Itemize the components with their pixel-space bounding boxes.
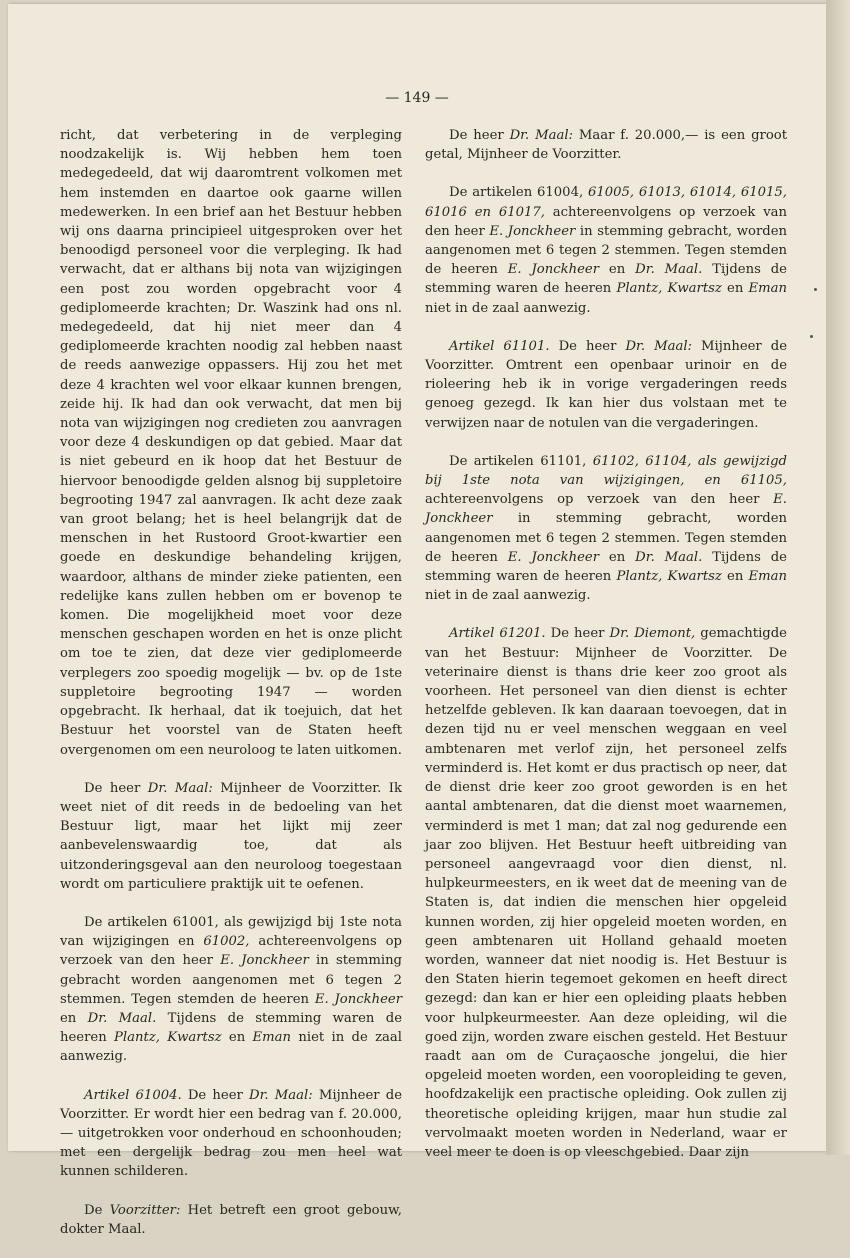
italic-text: Eman [748, 569, 787, 585]
page-edge [826, 0, 850, 1155]
paragraph [425, 624, 787, 1162]
italic-text: Dr. Maal. [635, 549, 703, 565]
text-segment: richt, dat verbetering in de verpleging noodzakelijk is. Wij hebben hem toen medegedeeld, dat wij daaromtrent volkomen met hem instemden en daartoe ook gaarne willen medewerken. In een brief aan het Bestuur hebben wij ons daarna principieel uitgesproken over het benoodigd personeel voor die verpleging. Ik had verwacht, dat er althans bij nota van wijzigingen een post zou worden opgebracht voor 4 gediplomeerde krachten; Dr. Waszink had ons nl. medegedeeld, dat hij niet meer dan 4 gediplomeerde krachten noodig zal hebben naast de reeds aanwezige oppassers. Hij zou het met deze 4 krachten wel voor elkaar kunnen brengen, zeide hij. Ik had dan ook verwacht, dat men bij nota van wijzigingen nog credieten zou aanvragen voor deze 4 deskundigen op dat gebied. Maar dat is niet gebeurd en ik hoop dat het Bestuur de hiervoor benoodigde gelden alsnog bij suppletoire begrooting 1947 zal aanvragen. Ik acht deze zaak van groot belang; het is heel belangrijk dat de menschen in het Rustoord Groot-kwartier een goede en deskundige behandeling krijgen, waardoor, althans de minder zieke patienten, een redelijke kans zullen hebben om er bovenop te komen. Die mogelijkheid moet voor deze menschen geschapen worden en het is onze plicht om toe te zien, dat deze vier gediplomeerde verplegers zoo spoedig mogelijk — bv. op de 1ste suppletoire begrooting 1947 — worden opgebracht. Ik herhaal, dat ik toejuich, dat het Bestuur het voorstel van de Staten heeft overgenomen om een neuroloog te laten uitkomen. [60, 128, 402, 758]
italic-text: Plantz, Kwartsz [616, 569, 722, 585]
text-segment: achtereenvolgens op verzoek van den heer [425, 492, 774, 508]
left-column [60, 126, 402, 1258]
document-page [8, 4, 826, 1237]
text-segment: en [721, 569, 749, 585]
text-segment: niet in de zaal aanwezig. [425, 588, 591, 604]
italic-text: 61102, 61104, als gewijzigd bij 1ste nota van wijzigingen, en 61105, [425, 453, 787, 489]
text-segment: en [599, 262, 636, 278]
text-segment: achtereenvolgens op verzoek van den heer [60, 934, 402, 969]
italic-text: Artikel 61004. [84, 1087, 182, 1103]
text-segment: en [599, 549, 636, 565]
text-segment: Maar f. 20.000,— is een groot getal, Mijnheer de Voorzitter. [425, 128, 788, 163]
italic-text: Plantz, Kwartsz [114, 1030, 222, 1046]
italic-text: Voorzitter: [109, 1202, 181, 1218]
page-number: — 149 — [385, 90, 449, 106]
text-segment: De heer [545, 626, 610, 642]
paragraph [425, 337, 787, 433]
text-segment: Tijdens de stemming waren de heeren [60, 1010, 402, 1046]
italic-text: Dr. Diemont, [609, 626, 696, 642]
italic-text: Dr. Maal: [625, 338, 692, 354]
italic-text: Plantz, Kwartsz [616, 281, 722, 297]
italic-text: 61002, [203, 934, 250, 950]
italic-text: Eman [748, 281, 787, 297]
text-segment: niet in de zaal aanwezig. [425, 300, 591, 316]
italic-text: E. Jonckheer [425, 492, 787, 527]
italic-text: Dr. Maal: [509, 128, 573, 143]
text-segment: De artikelen 61101, [449, 453, 593, 469]
text-segment: Tijdens de stemming waren de heeren [425, 549, 787, 585]
paragraph [425, 126, 787, 164]
text-segment: en [221, 1030, 253, 1046]
italic-text: Artikel 61101. [449, 338, 550, 354]
italic-text: Dr. Maal: [147, 780, 213, 796]
paragraph [60, 779, 402, 894]
italic-text: E. Jonckheer [314, 991, 402, 1007]
italic-text: Artikel 61201. [449, 626, 546, 642]
paragraph [425, 183, 787, 317]
paragraph [425, 452, 787, 606]
italic-text: Dr. Maal. [87, 1010, 157, 1026]
italic-text: Eman [252, 1030, 292, 1046]
right-column [425, 126, 787, 1181]
text-segment: De [84, 1202, 110, 1218]
paragraph [60, 1086, 402, 1182]
text-segment: Mijnheer de Voorzitter. Ik weet niet of dit reeds in de bedoeling van het Bestuur ligt, maar het lijkt mij zeer aanbevelenswaardig toe, dat als uitzonderingsgeval aan den neuroloog toegestaan wordt om particuliere praktijk uit te oefenen. [60, 780, 402, 892]
text-segment: De heer [449, 128, 510, 143]
text-segment: niet in de zaal aanwezig. [60, 1030, 402, 1065]
italic-text: Dr. Maal: [249, 1087, 313, 1103]
text-segment: in stemming gebracht worden aangenomen met 6 tegen 2 stemmen. Tegen stemden de heeren [60, 953, 403, 1007]
text-segment: De heer [84, 780, 148, 796]
text-segment: achtereenvolgens op verzoek van den heer [425, 204, 787, 239]
text-segment: De artikelen 61001, als gewijzigd bij 1ste nota van wijzigingen en [60, 914, 402, 950]
text-segment: in stemming gebracht, worden aangenomen met 6 tegen 2 stemmen. Tegen stemden de heeren [425, 511, 787, 565]
text-segment: Mijnheer de Voorzitter. Omtrent een openbaar urinoir en de rioleering heb ik in vorige vergaderingen reeds genoeg gezegd. Ik kan hier dus volstaan met te verwijzen naar de notulen van die vergaderingen. [425, 338, 788, 431]
paragraph [60, 1201, 402, 1239]
paragraph [60, 126, 402, 760]
italic-text: 61005, 61013, 61014, 61015, 61016 en 61017, [425, 185, 787, 220]
italic-text: E. Jonckheer [489, 223, 576, 239]
paragraph [60, 913, 402, 1067]
italic-text: E. Jonckheer [507, 549, 600, 565]
italic-text: E. Jonckheer [507, 262, 600, 278]
italic-text: E. Jonckheer [220, 953, 309, 969]
margin-dot [810, 335, 813, 338]
text-segment: Het betreft een groot gebouw, dokter Maal. [60, 1202, 402, 1237]
text-segment: De artikelen 61004, [449, 185, 588, 201]
margin-dot [814, 288, 817, 291]
text-segment: De heer [181, 1087, 249, 1103]
text-segment: gemachtigde van het Bestuur: Mijnheer de Voorzitter. De veterinaire dienst is thans drie keer zoo groot als voorheen. Het personeel van dien dienst is echter hetzelfde gebleven. Ik kan daaraan toevoegen, dat in dezen tijd nu er veel menschen weggaan en veel ambtenaren met verlof zijn, het personeel zelfs verminderd is. Het komt er dus practisch op neer, dat de dienst drie keer zoo groot geworden is en het aantal ambtenaren, dat die dienst moet waarnemen, verminderd is met 1 man; dat zal nog gedurende een jaar zoo blijven. Het Bestuur heeft uitbreiding van personeel aangevraagd voor dien dienst, nl. hulpkeurmeesters, en ik weet dat de meening van de Staten is, dat indien die menschen hier opgeleid kunnen worden, zij hier opgeleid moeten worden, en geen ambtenaren uit Holland gehaald moeten worden, wanneer dat niet noodig is. Het Bestuur is den Staten hierin tegemoet gekomen en heeft direct gezegd: dan kan er hier een opleiding plaats hebben voor hulpkeurmeester. Aan deze opleiding, wil die goed zijn, worden zware eischen gesteld. Het Bestuur raadt aan om de Curaçaosche jongelui, die hier opgeleid moeten worden, een vooropleiding te geven, hoofdzakelijk een practische opleiding. Ook zullen zij theoretische opleiding krijgen, maar hun studie zal vervolmaakt moeten worden in Nederland, waar er veel meer te doen is op vleeschgebied. Daar zijn [425, 626, 787, 1160]
text-segment: Mijnheer de Voorzitter. Er wordt hier een bedrag van f. 20.000,— uitgetrokken voor onderhoud en schoonhouden; met een dergelijk bedrag zou men heel wat kunnen schilderen. [60, 1087, 402, 1180]
text-segment: en [721, 281, 749, 297]
text-segment: in stemming gebracht, worden aangenomen met 6 tegen 2 stemmen. Tegen stemden de heeren [425, 223, 787, 278]
text-segment: De heer [549, 338, 626, 354]
text-segment: en [60, 1010, 88, 1026]
italic-text: Dr. Maal. [635, 262, 703, 278]
text-segment: Tijdens de stemming waren de heeren [425, 262, 787, 297]
